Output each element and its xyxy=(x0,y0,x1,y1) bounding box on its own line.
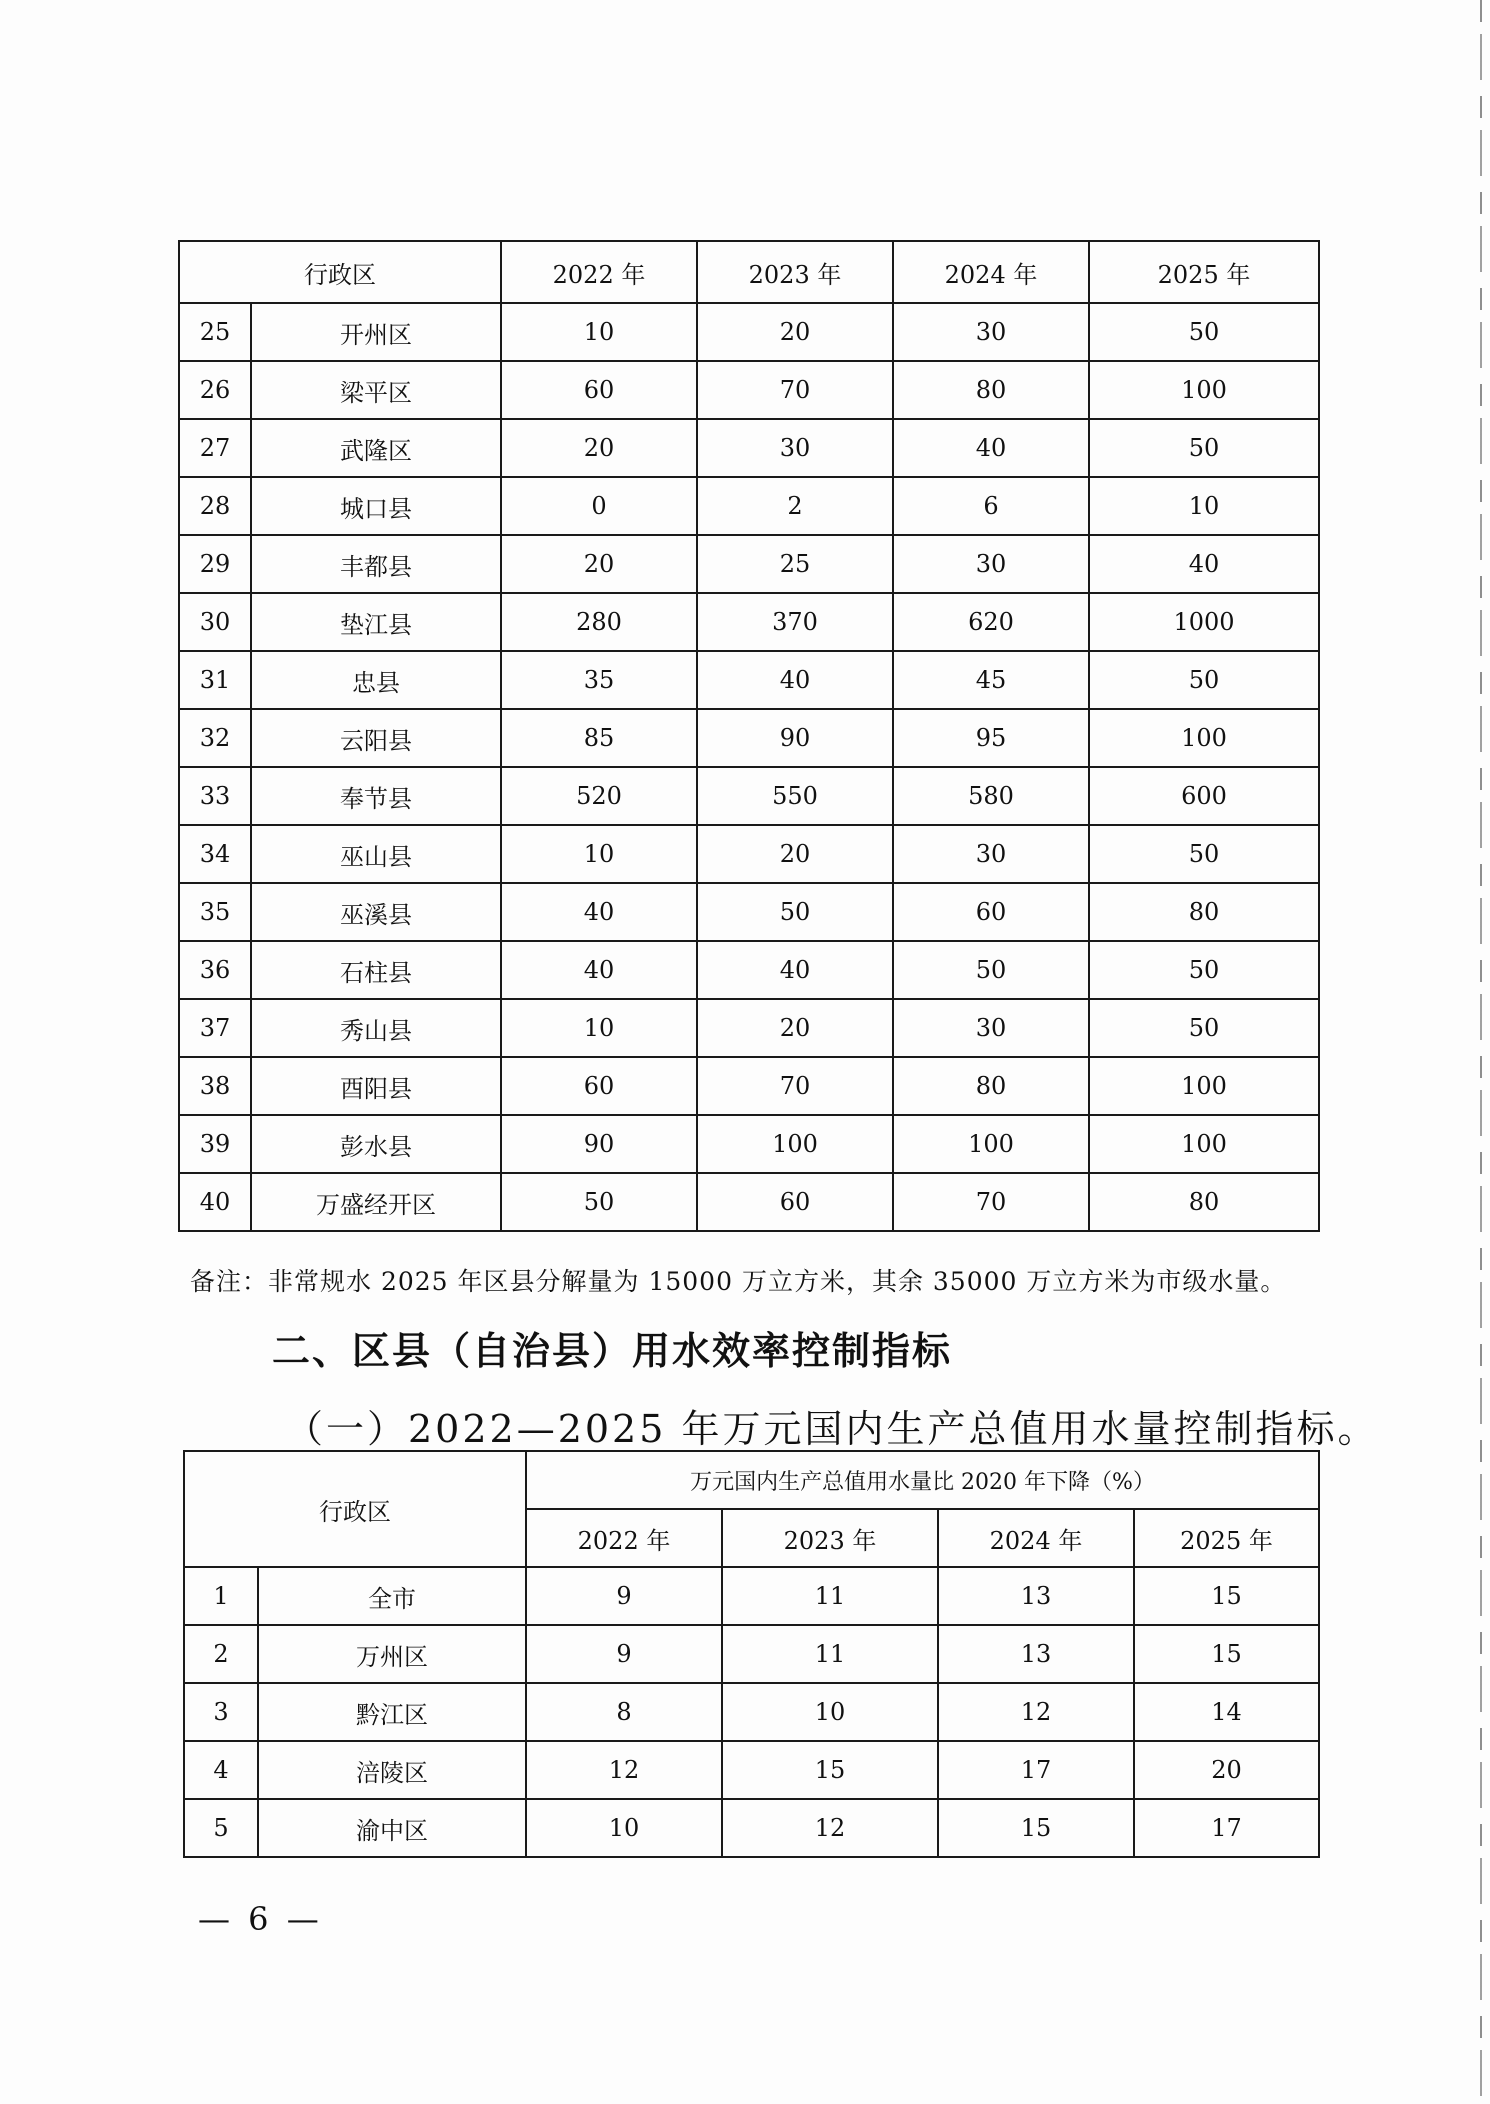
value-cell: 10 xyxy=(722,1683,938,1741)
value-cell: 50 xyxy=(1089,941,1319,999)
value-cell: 20 xyxy=(697,303,893,361)
table-row xyxy=(179,477,1319,535)
value-cell: 45 xyxy=(893,651,1089,709)
value-cell: 10 xyxy=(526,1799,722,1857)
header-year: 2022 年 xyxy=(526,1509,722,1567)
row-index: 1 xyxy=(184,1567,258,1625)
region-name: 黔江区 xyxy=(258,1683,526,1741)
row-index: 26 xyxy=(179,361,251,419)
table-row xyxy=(179,535,1319,593)
table-note: 备注：非常规水 2025 年区县分解量为 15000 万立方米，其余 35000 万立方米为市级水量。 xyxy=(190,1267,1287,1296)
header-year: 2024 年 xyxy=(893,241,1089,303)
table-row xyxy=(179,1115,1319,1173)
value-cell: 90 xyxy=(697,709,893,767)
value-cell: 11 xyxy=(722,1625,938,1683)
table-row xyxy=(179,825,1319,883)
value-cell: 30 xyxy=(893,825,1089,883)
value-cell: 70 xyxy=(697,1057,893,1115)
scan-edge-mark xyxy=(1480,0,1482,2104)
row-index: 28 xyxy=(179,477,251,535)
value-cell: 550 xyxy=(697,767,893,825)
value-cell: 50 xyxy=(697,883,893,941)
region-name: 丰都县 xyxy=(251,535,501,593)
value-cell: 17 xyxy=(1134,1799,1319,1857)
value-cell: 80 xyxy=(1089,883,1319,941)
page-number: — 6 — xyxy=(198,1900,323,1938)
table-row xyxy=(179,361,1319,419)
value-cell: 20 xyxy=(697,825,893,883)
region-name: 城口县 xyxy=(251,477,501,535)
header-year: 2023 年 xyxy=(722,1509,938,1567)
region-name: 忠县 xyxy=(251,651,501,709)
region-name: 巫山县 xyxy=(251,825,501,883)
value-cell: 10 xyxy=(501,303,697,361)
region-name: 全市 xyxy=(258,1567,526,1625)
row-index: 40 xyxy=(179,1173,251,1231)
value-cell: 80 xyxy=(1089,1173,1319,1231)
region-name: 秀山县 xyxy=(251,999,501,1057)
header-year: 2024 年 xyxy=(938,1509,1134,1567)
row-index: 39 xyxy=(179,1115,251,1173)
value-cell: 10 xyxy=(501,825,697,883)
value-cell: 60 xyxy=(893,883,1089,941)
value-cell: 12 xyxy=(722,1799,938,1857)
value-cell: 60 xyxy=(697,1173,893,1231)
table-header-row xyxy=(179,241,1319,303)
value-cell: 14 xyxy=(1134,1683,1319,1741)
value-cell: 25 xyxy=(697,535,893,593)
subsection-title: （一）2022—2025 年万元国内生产总值用水量控制指标。 xyxy=(285,1407,1379,1451)
table-row xyxy=(184,1799,1319,1857)
value-cell: 40 xyxy=(697,651,893,709)
value-cell: 35 xyxy=(501,651,697,709)
value-cell: 60 xyxy=(501,1057,697,1115)
value-cell: 20 xyxy=(501,535,697,593)
table-row xyxy=(179,419,1319,477)
table-row xyxy=(179,651,1319,709)
value-cell: 600 xyxy=(1089,767,1319,825)
value-cell: 40 xyxy=(697,941,893,999)
value-cell: 15 xyxy=(1134,1567,1319,1625)
value-cell: 70 xyxy=(697,361,893,419)
region-name: 石柱县 xyxy=(251,941,501,999)
value-cell: 13 xyxy=(938,1625,1134,1683)
region-name: 万州区 xyxy=(258,1625,526,1683)
header-year: 2025 年 xyxy=(1089,241,1319,303)
row-index: 33 xyxy=(179,767,251,825)
value-cell: 15 xyxy=(722,1741,938,1799)
value-cell: 40 xyxy=(501,883,697,941)
row-index: 32 xyxy=(179,709,251,767)
value-cell: 15 xyxy=(1134,1625,1319,1683)
region-name: 梁平区 xyxy=(251,361,501,419)
value-cell: 50 xyxy=(1089,825,1319,883)
region-name: 奉节县 xyxy=(251,767,501,825)
row-index: 27 xyxy=(179,419,251,477)
value-cell: 12 xyxy=(938,1683,1134,1741)
value-cell: 100 xyxy=(1089,1057,1319,1115)
value-cell: 100 xyxy=(697,1115,893,1173)
value-cell: 85 xyxy=(501,709,697,767)
table-row xyxy=(179,709,1319,767)
region-name: 武隆区 xyxy=(251,419,501,477)
value-cell: 11 xyxy=(722,1567,938,1625)
value-cell: 20 xyxy=(501,419,697,477)
table-row xyxy=(184,1683,1319,1741)
value-cell: 9 xyxy=(526,1567,722,1625)
water-allocation-table xyxy=(178,240,1320,1232)
row-index: 25 xyxy=(179,303,251,361)
value-cell: 580 xyxy=(893,767,1089,825)
table-row xyxy=(179,883,1319,941)
value-cell: 100 xyxy=(1089,1115,1319,1173)
value-cell: 100 xyxy=(893,1115,1089,1173)
table-row xyxy=(184,1625,1319,1683)
row-index: 34 xyxy=(179,825,251,883)
value-cell: 20 xyxy=(697,999,893,1057)
region-name: 万盛经开区 xyxy=(251,1173,501,1231)
value-cell: 2 xyxy=(697,477,893,535)
value-cell: 100 xyxy=(1089,709,1319,767)
value-cell: 30 xyxy=(893,303,1089,361)
value-cell: 40 xyxy=(1089,535,1319,593)
region-name: 彭水县 xyxy=(251,1115,501,1173)
value-cell: 15 xyxy=(938,1799,1134,1857)
value-cell: 50 xyxy=(1089,419,1319,477)
header-year: 2022 年 xyxy=(501,241,697,303)
region-name: 酉阳县 xyxy=(251,1057,501,1115)
value-cell: 9 xyxy=(526,1625,722,1683)
row-index: 35 xyxy=(179,883,251,941)
row-index: 2 xyxy=(184,1625,258,1683)
value-cell: 100 xyxy=(1089,361,1319,419)
value-cell: 12 xyxy=(526,1741,722,1799)
header-group: 万元国内生产总值用水量比 2020 年下降（%） xyxy=(526,1451,1319,1509)
value-cell: 8 xyxy=(526,1683,722,1741)
value-cell: 95 xyxy=(893,709,1089,767)
value-cell: 30 xyxy=(893,999,1089,1057)
table-row xyxy=(179,593,1319,651)
region-name: 渝中区 xyxy=(258,1799,526,1857)
table-row xyxy=(179,1057,1319,1115)
value-cell: 0 xyxy=(501,477,697,535)
value-cell: 10 xyxy=(1089,477,1319,535)
value-cell: 50 xyxy=(893,941,1089,999)
table-header-row xyxy=(184,1451,1319,1509)
value-cell: 50 xyxy=(1089,303,1319,361)
table-row xyxy=(179,1173,1319,1231)
table-row xyxy=(179,767,1319,825)
region-name: 开州区 xyxy=(251,303,501,361)
value-cell: 370 xyxy=(697,593,893,651)
value-cell: 17 xyxy=(938,1741,1134,1799)
value-cell: 90 xyxy=(501,1115,697,1173)
row-index: 3 xyxy=(184,1683,258,1741)
row-index: 31 xyxy=(179,651,251,709)
value-cell: 30 xyxy=(697,419,893,477)
value-cell: 40 xyxy=(501,941,697,999)
region-name: 涪陵区 xyxy=(258,1741,526,1799)
value-cell: 1000 xyxy=(1089,593,1319,651)
table-row xyxy=(179,999,1319,1057)
value-cell: 80 xyxy=(893,361,1089,419)
row-index: 38 xyxy=(179,1057,251,1115)
value-cell: 10 xyxy=(501,999,697,1057)
value-cell: 80 xyxy=(893,1057,1089,1115)
value-cell: 40 xyxy=(893,419,1089,477)
region-name: 垫江县 xyxy=(251,593,501,651)
row-index: 30 xyxy=(179,593,251,651)
row-index: 4 xyxy=(184,1741,258,1799)
water-efficiency-table xyxy=(183,1450,1320,1858)
header-region: 行政区 xyxy=(184,1451,526,1567)
value-cell: 50 xyxy=(501,1173,697,1231)
table-row xyxy=(184,1567,1319,1625)
table-row xyxy=(179,303,1319,361)
row-index: 29 xyxy=(179,535,251,593)
value-cell: 280 xyxy=(501,593,697,651)
region-name: 巫溪县 xyxy=(251,883,501,941)
region-name: 云阳县 xyxy=(251,709,501,767)
value-cell: 50 xyxy=(1089,999,1319,1057)
value-cell: 520 xyxy=(501,767,697,825)
header-region: 行政区 xyxy=(179,241,501,303)
row-index: 37 xyxy=(179,999,251,1057)
value-cell: 50 xyxy=(1089,651,1319,709)
value-cell: 620 xyxy=(893,593,1089,651)
value-cell: 60 xyxy=(501,361,697,419)
header-year: 2025 年 xyxy=(1134,1509,1319,1567)
value-cell: 70 xyxy=(893,1173,1089,1231)
value-cell: 20 xyxy=(1134,1741,1319,1799)
header-year: 2023 年 xyxy=(697,241,893,303)
value-cell: 13 xyxy=(938,1567,1134,1625)
section-title: 二、区县（自治县）用水效率控制指标 xyxy=(272,1329,953,1373)
table-row xyxy=(184,1741,1319,1799)
row-index: 5 xyxy=(184,1799,258,1857)
value-cell: 30 xyxy=(893,535,1089,593)
table-row xyxy=(179,941,1319,999)
value-cell: 6 xyxy=(893,477,1089,535)
row-index: 36 xyxy=(179,941,251,999)
